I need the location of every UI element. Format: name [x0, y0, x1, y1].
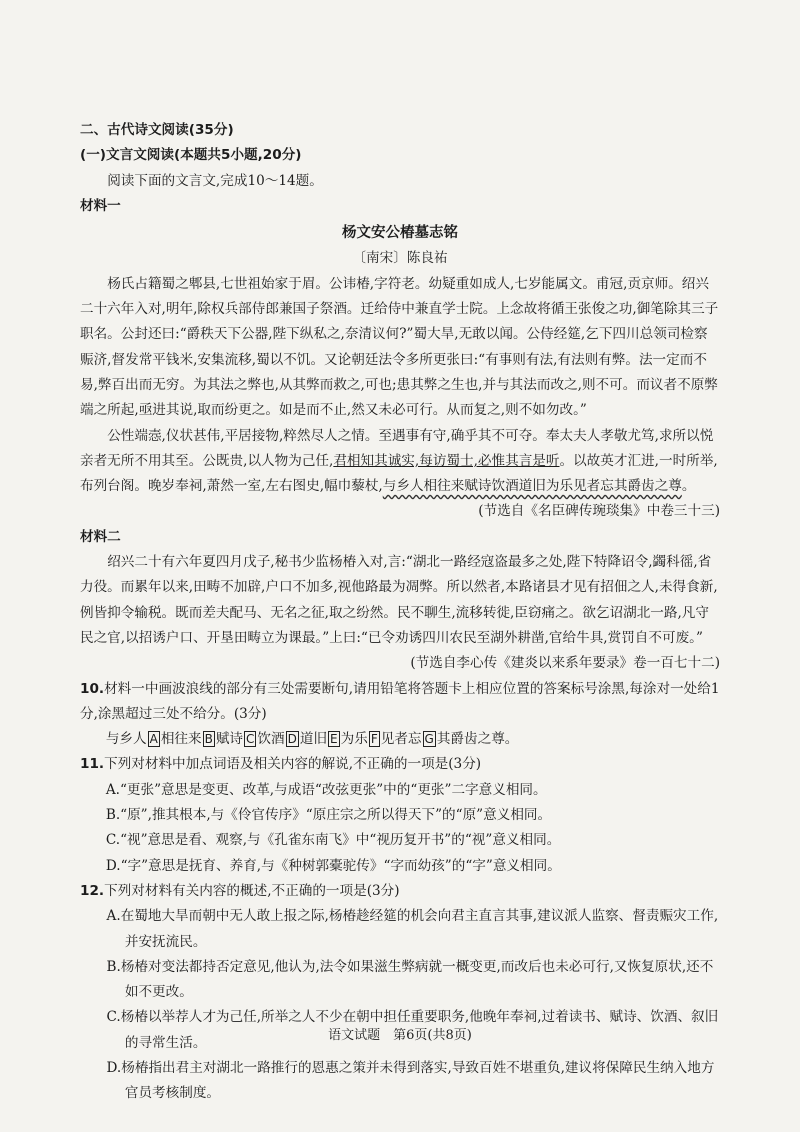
q12-option-a[interactable]: A.在蜀地大旱而朝中无人敢上报之际,杨椿趁经筵的机会向君主直言其事,建议派人监察、督责赈灾工作,并安抚流民。 [106, 908, 719, 950]
q12-option-b[interactable]: B.杨椿对变法都持否定意见,他认为,法令如果滋生弊病就一概变更,而改后也未必可行,又恢复原状,还不如不更改。 [106, 958, 714, 1001]
wavy-underlined-sentence: 与乡人相往来赋诗饮酒道旧为乐见者忘其爵齿之尊 [382, 478, 682, 495]
q11-option-c[interactable]: C.“视”意思是看、观察,与《孔雀东南飞》中“视历复开书”的“视”意义相同。 [105, 832, 561, 849]
essay-author: 〔南宋〕陈良祐 [352, 250, 448, 267]
q11-option-a[interactable]: A.“更张”意思是变更、改革,与成语“改弦更张”中的“更张”二字意义相同。 [105, 781, 547, 798]
underlined-sentence: 君相知其诚实,每访蜀士,必惟其言是听 [333, 452, 560, 469]
essay-title: 杨文安公椿墓志铭 [342, 225, 458, 242]
answer-box-b[interactable]: B [204, 732, 213, 747]
answer-box-f[interactable]: F [370, 732, 378, 747]
material2-source: (节选自李心传《建炎以来系年要录》卷一百七十二) [410, 655, 720, 672]
q12-option-c[interactable]: C.杨椿以举荐人才为己任,所举之人不少在朝中担任重要职务,他晚年奉祠,过着读书、赋诗、饮酒、叙旧的寻常生活。 [106, 1009, 719, 1051]
section-heading: 二、古代诗文阅读(35分) [80, 122, 234, 138]
subsection-heading: (一)文言文阅读(本题共5小题,20分) [80, 147, 302, 164]
material1-label: 材料一 [80, 197, 121, 214]
material2-label: 材料二 [80, 528, 121, 545]
answer-box-a[interactable]: A [149, 732, 158, 747]
answer-box-g[interactable]: G [424, 732, 434, 747]
instruction: 阅读下面的文言文,完成10～14题。 [107, 172, 323, 189]
material1-para1: 杨氏占籍蜀之郫县,七世祖始家于眉。公讳椿,字符老。幼疑重如成人,七岁能属文。甫冠,贡京师。绍兴二十六年入对,明年,除权兵部侍郎兼国子祭酒。迁给侍中兼直学士院。上念故将循王张俊之功,御笔除其三子职名。公封还曰:“爵秩天下公器,陛下纵私之,奈清议何?”蜀大旱,无敢以闻。公侍经筵,乞下四川总领司检察赈济,督发常平钱米,安集流移,蜀以不饥。又论朝廷法令多所更张曰:“有事则有法,有法则有弊。法一定而不易,弊百出而无穷。为其法之弊也,从其弊而救之,可也;患其弊之生也,并与其法而改之,则不可。而议者不原弊端之所起,亟进其说,取而纷更之。如是而不止,然又未必可行。从而复之,则不如勿改。” [80, 275, 719, 419]
q11-option-d[interactable]: D.“字”意思是抚育、养育,与《种树郭橐驼传》“字而幼孩”的“字”意义相同。 [105, 857, 561, 874]
q11-option-b[interactable]: B.“原”,推其根本,与《伶官传序》“原庄宗之所以得天下”的“原”意义相同。 [105, 807, 552, 824]
q12-option-d[interactable]: D.杨椿指出君主对湖北一路推行的恩惠之策并未得到落实,导致百姓不堪重负,建议将保障民生纳入地方官员考核制度。 [106, 1059, 715, 1102]
q10-answer-line: 与乡人 A 相往来 B 赋诗 C 饮酒 D 道旧 E 为乐 F 见者忘 G 其爵齿之尊。 [105, 731, 519, 748]
material1-para2: 公性端悫,仪状甚伟,平居接物,粹然尽人之情。至遇事有守,确乎其不可夺。奉太夫人孝敬尤笃,求所以悦亲者无所不用其至。公既贵,以人物为己任,君相知其诚实,每访蜀士,必惟其言是听。以故英才汇进,一时所举,布列台阁。晚岁奉祠,萧然一室,左右图史,幅巾藜杖,与乡人相往来赋诗饮酒道旧为乐见者忘其爵齿之尊。 [80, 427, 718, 495]
question-12: 12.下列对材料有关内容的概述,不正确的一项是(3分) [80, 882, 400, 899]
answer-box-d[interactable]: D [287, 732, 297, 747]
material2-para: 绍兴二十有六年夏四月戊子,秘书少监杨椿入对,言:“湖北一路经寇盗最多之处,陛下特降诏令,蠲科徭,省力役。而累年以来,田畴不加辟,户口不加多,视他路最为凋弊。所以然者,本路诸县才见有招佃之人,未得食新,例皆抑令输税。既而差夫配马、无名之征,取之纷然。民不聊生,流移转徙,臣窃痛之。欲乞诏湖北一路,凡守民之官,以招诱户口、开垦田畴立为课最。”上曰:“已令劝诱四川农民至湖外耕凿,官给牛具,赏罚自不可废。” [80, 554, 718, 646]
exam-page [80, 118, 720, 1107]
material1-source: (节选自《名臣碑传琬琰集》中卷三十三) [478, 503, 720, 520]
answer-box-c[interactable]: C [246, 732, 255, 747]
page-footer: 语文试题 第6页(共8页) [328, 1028, 472, 1043]
question-11: 11.下列对材料中加点词语及相关内容的解说,不正确的一项是(3分) [80, 756, 482, 773]
answer-box-e[interactable]: E [330, 732, 338, 747]
question-10: 10.材料一中画波浪线的部分有三处需要断句,请用铅笔将答题卡上相应位置的答案标号涂黑,每涂对一处给1分,涂黑超过三处不给分。(3分) [80, 680, 720, 722]
